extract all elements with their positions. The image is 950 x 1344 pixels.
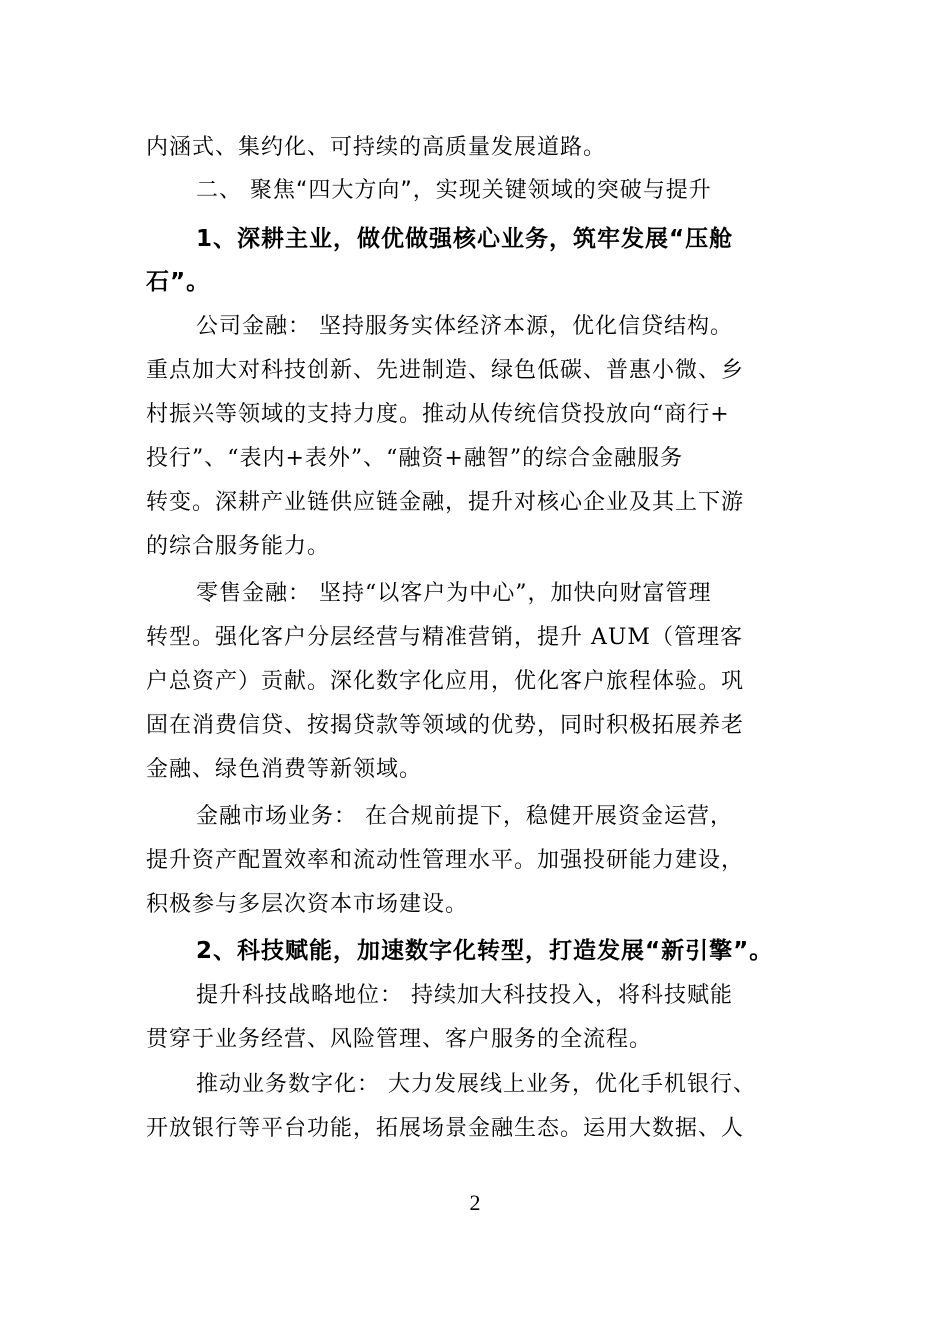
paragraph-retail-finance: 零售金融： 坚持“以客户为中心”，加快向财富管理 (196, 581, 712, 606)
section-heading: 二、 聚焦“四大方向”，实现关键领域的突破与提升 (196, 178, 712, 203)
body-text-line: 固在消费信贷、按揭贷款等领域的优势，同时积极拓展养老 (146, 713, 745, 738)
subsection-heading: 1、深耕主业，做优做强核心业务，筑牢发展“压舱 (196, 226, 734, 252)
body-text-line: 转型。强化客户分层经营与精准营销，提升 AUM（管理客 (146, 625, 743, 650)
body-text-line: 户总资产）贡献。深化数字化应用，优化客户旅程体验。巩 (146, 669, 745, 694)
body-text-line: 金融、绿色消费等新领域。 (146, 757, 423, 782)
body-text-line: 积极参与多层次资本市场建设。 (146, 892, 469, 917)
paragraph-corporate-finance: 公司金融： 坚持服务实体经济本源，优化信贷结构。 (196, 314, 733, 339)
body-text-line: 提升资产配置效率和流动性管理水平。加强投研能力建设， (146, 848, 745, 873)
body-text-line: 贯穿于业务经营、风险管理、客户服务的全流程。 (146, 1027, 653, 1052)
paragraph-financial-markets: 金融市场业务： 在合规前提下，稳健开展资金运营， (196, 804, 733, 829)
body-text-line: 的综合服务能力。 (146, 534, 331, 559)
subsection-heading: 2、科技赋能，加速数字化转型，打造发展“新引擎”。 (196, 938, 774, 964)
body-text-line: 村振兴等领域的支持力度。推动从传统信贷投放向“商行+ (146, 402, 730, 427)
body-text-line: 投行”、“表内+表外”、“融资+融智”的综合金融服务 (146, 446, 684, 471)
body-text-line: 开放银行等平台功能，拓展场景金融生态。运用大数据、人 (146, 1116, 745, 1141)
body-text-line: 内涵式、集约化、可持续的高质量发展道路。 (146, 135, 607, 160)
body-text-line: 重点加大对科技创新、先进制造、绿色低碳、普惠小微、乡 (146, 358, 745, 383)
subsection-heading-continued: 石”。 (146, 269, 211, 295)
body-text-line: 转变。深耕产业链供应链金融，提升对核心企业及其上下游 (146, 490, 745, 515)
paragraph-business-digitalization: 推动业务数字化： 大力发展线上业务，优化手机银行、 (196, 1072, 756, 1097)
page-number: 2 (469, 1190, 481, 1215)
paragraph-technology-strategy: 提升科技战略地位： 持续加大科技投入，将科技赋能 (196, 983, 733, 1008)
